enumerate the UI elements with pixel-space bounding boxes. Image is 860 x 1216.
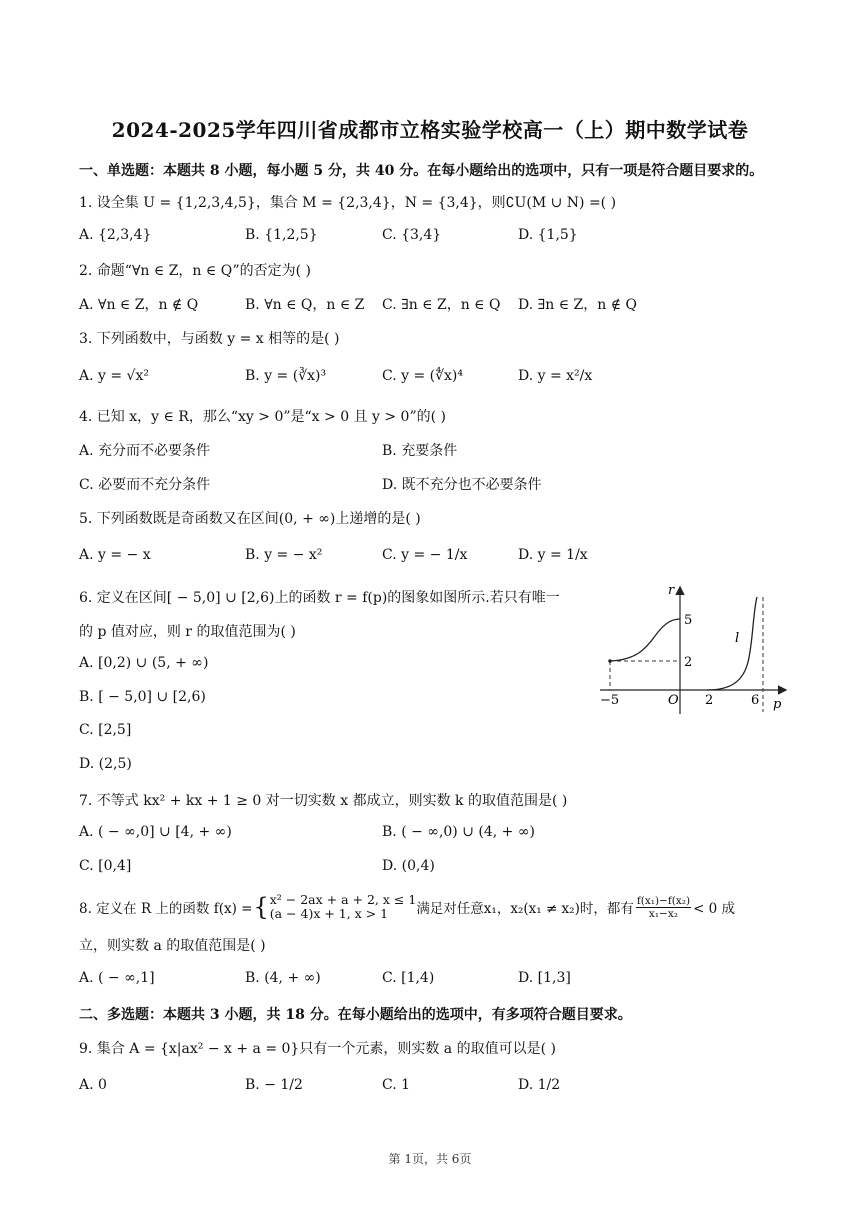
page-footer: 第 1页，共 6页: [388, 1152, 472, 1166]
q5-option-d: D. y = 1/x: [518, 547, 588, 563]
q7-option-a: A. ( − ∞,0] ∪ [4, + ∞): [79, 824, 232, 840]
q6-option-d: D. (2,5): [79, 756, 132, 772]
q9-option-b: B. − 1/2: [245, 1077, 303, 1093]
q2-option-a: A. ∀n ∈ Z，n ∉ Q: [79, 297, 199, 313]
tick-label-r2: 2: [684, 655, 693, 670]
question-6-stem: 6. 定义在区间[ − 5,0] ∪ [2,6)上的函数 r = f(p)的图象如图所示.若只有唯一: [79, 590, 560, 606]
q8-piecewise: [270, 893, 417, 921]
q9-option-a: A. 0: [79, 1077, 107, 1093]
curve-label-l: l: [735, 631, 740, 646]
q1-option-a: A. {2,3,4}: [79, 227, 152, 243]
q7-option-d: D. (0,4): [382, 858, 435, 874]
q5-option-a: A. y = − x: [79, 547, 151, 563]
question-4-stem: 4. 已知 x，y ∈ R，那么“xy > 0”是“x > 0 且 y > 0”的( ): [79, 409, 446, 425]
question-5-stem: 5. 下列函数既是奇函数又在区间(0, + ∞)上递增的是( ): [79, 511, 421, 527]
tick-label-p-5: −5: [600, 693, 620, 708]
curve-left-branch: [610, 619, 680, 661]
curve-right-branch: [707, 597, 757, 690]
q3-option-a: A. y = √x²: [79, 368, 149, 384]
question-8-stem-line2: 立，则实数 a 的取值范围是( ): [79, 938, 266, 954]
q8-stem-part-c: < 0 成: [693, 901, 736, 917]
q1-option-d: D. {1,5}: [518, 227, 578, 243]
question-7-stem: 7. 不等式 kx² + kx + 1 ≥ 0 对一切实数 x 都成立，则实数 k 的取值范围是( ): [79, 793, 568, 809]
q8-piece-1: x² − 2ax + a + 2, x ≤ 1: [269, 892, 417, 907]
q5-option-c: C. y = − 1/x: [382, 547, 468, 563]
question-1-stem: 1. 设全集 U = {1,2,3,4,5}，集合 M = {2,3,4}，N = {3,4}，则∁U(M ∪ N) =( ): [79, 195, 617, 211]
section-heading-single-choice: 一、单选题：本题共 8 小题，每小题 5 分，共 40 分。在每小题给出的选项中，只有一项是符合题目要求的。: [79, 163, 764, 179]
q3-option-c: C. y = (∜x)⁴: [382, 368, 464, 384]
q2-option-d: D. ∃n ∈ Z，n ∉ Q: [518, 297, 637, 313]
q8-stem-part-b: 满足对任意x₁，x₂(x₁ ≠ x₂)时，都有: [416, 901, 634, 917]
q6-option-c: C. [2,5]: [79, 722, 132, 738]
q3-option-d: D. y = x²/x: [518, 368, 593, 384]
q8-option-b: B. (4, + ∞): [245, 970, 321, 986]
function-graph-figure: [595, 582, 795, 717]
question-9-stem: 9. 集合 A = {x|ax² − x + a = 0}只有一个元素，则实数 a 的取值可以是( ): [79, 1041, 556, 1057]
q8-stem-part-a: 8. 定义在 R 上的函数 f(x) =: [79, 901, 253, 917]
question-2-stem: 2. 命题“∀n ∈ Z，n ∈ Q”的否定为( ): [79, 263, 311, 279]
tick-label-p2: 2: [705, 693, 714, 708]
q8-fraction-denominator: x₁−x₂: [648, 907, 678, 920]
q8-fraction: [636, 895, 691, 920]
q1-option-b: B. {1,2,5}: [245, 227, 318, 243]
q8-option-a: A. ( − ∞,1]: [79, 970, 155, 986]
q8-fraction-numerator: f(x₁)−f(x₂): [636, 894, 691, 907]
q4-option-d: D. 既不充分也不必要条件: [382, 477, 542, 493]
q1-option-c: C. {3,4}: [382, 227, 442, 243]
tick-label-r5: 5: [684, 613, 693, 628]
section-heading-multi-choice: 二、多选题：本题共 3 小题，共 18 分。在每小题给出的选项中，有多项符合题目要求。: [79, 1007, 632, 1023]
axis-label-p: p: [773, 697, 782, 712]
q4-option-a: A. 充分而不必要条件: [79, 443, 211, 459]
q3-option-b: B. y = (∛x)³: [245, 368, 327, 384]
q2-option-c: C. ∃n ∈ Z，n ∈ Q: [382, 297, 501, 313]
q8-left-brace: {: [253, 893, 269, 921]
origin-label: O: [668, 693, 679, 708]
question-3-stem: 3. 下列函数中，与函数 y = x 相等的是( ): [79, 331, 340, 347]
q4-option-b: B. 充要条件: [382, 443, 458, 459]
endpoint-dot: [608, 659, 612, 663]
page-title: 2024-2025学年四川省成都市立格实验学校高一（上）期中数学试卷: [111, 118, 749, 142]
q8-piece-2: (a − 4)x + 1, x > 1: [269, 906, 389, 921]
q6-option-b: B. [ − 5,0] ∪ [2,6): [79, 689, 206, 705]
q6-option-a: A. [0,2) ∪ (5, + ∞): [79, 655, 209, 671]
q8-option-d: D. [1,3]: [518, 970, 571, 986]
q7-option-c: C. [0,4]: [79, 858, 132, 874]
q2-option-b: B. ∀n ∈ Q，n ∈ Z: [245, 297, 365, 313]
q9-option-c: C. 1: [382, 1077, 411, 1093]
q8-option-c: C. [1,4): [382, 970, 435, 986]
question-6-stem-line2: 的 p 值对应，则 r 的取值范围为( ): [79, 624, 296, 640]
axis-label-r: r: [668, 583, 675, 598]
q7-option-b: B. ( − ∞,0) ∪ (4, + ∞): [382, 824, 535, 840]
q9-option-d: D. 1/2: [518, 1077, 561, 1093]
q4-option-c: C. 必要而不充分条件: [79, 477, 211, 493]
tick-label-p6: 6: [751, 693, 760, 708]
question-8-stem: [79, 893, 735, 921]
q5-option-b: B. y = − x²: [245, 547, 323, 563]
